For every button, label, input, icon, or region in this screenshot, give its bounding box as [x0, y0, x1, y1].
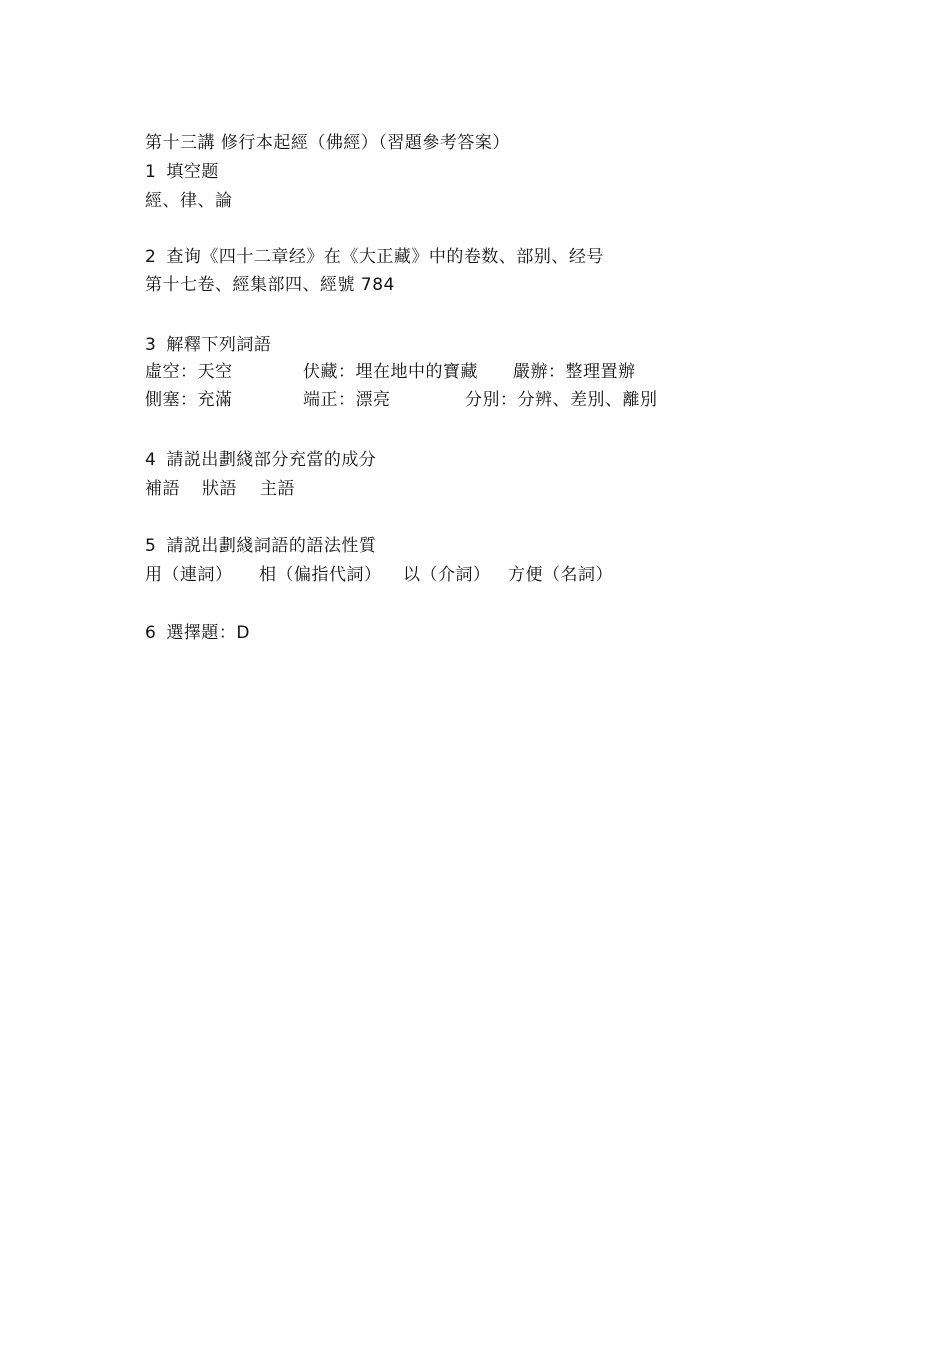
question-6: [145, 621, 250, 645]
definition-item: 伏藏：埋在地中的寶藏: [303, 362, 478, 382]
question-text: 請説出劃綫詞語的語法性質: [166, 536, 377, 556]
answer-item: 相（偏指代詞）: [259, 565, 382, 585]
answer-item: 以（介詞）: [403, 565, 491, 585]
question-5: [145, 534, 376, 558]
definition-item: 側塞：充滿: [145, 390, 233, 410]
answer-item: 用（連詞）: [145, 565, 233, 585]
question-1: [145, 160, 219, 184]
question-3: [145, 333, 271, 357]
lecture-title: 第十三講 修行本起經（佛經）（習題參考答案）: [145, 133, 510, 153]
answer-2: 第十七卷、經集部四、經號 784: [145, 275, 395, 295]
answer-item: 補語: [145, 479, 180, 499]
answer-item: 方便（名詞）: [508, 565, 613, 585]
answer-item: 主語: [260, 479, 295, 499]
question-text: 查询《四十二章经》在《大正藏》中的卷数、部别、经号: [166, 247, 604, 267]
question-text: 選擇題：D: [166, 623, 250, 643]
question-text: 解釋下列詞語: [166, 335, 272, 355]
question-text: 請説出劃綫部分充當的成分: [166, 450, 377, 470]
question-4: [145, 448, 376, 472]
question-number: 1: [145, 162, 157, 182]
question-number: 6: [145, 623, 157, 643]
definition-row: [145, 388, 845, 412]
definition-item: 分別：分辨、差別、離別: [465, 390, 658, 410]
definition-item: 嚴辦：整理置辦: [513, 362, 636, 382]
definition-item: 虛空：天空: [145, 362, 233, 382]
question-text: 填空题: [166, 162, 219, 182]
answer-5: [145, 563, 745, 587]
question-number: 5: [145, 536, 157, 556]
definition-item: 端正：漂亮: [303, 390, 391, 410]
question-2: [145, 245, 604, 269]
answer-1: 經、律、論: [145, 191, 233, 211]
answer-item: 狀語: [202, 479, 237, 499]
question-number: 2: [145, 247, 157, 267]
question-number: 4: [145, 450, 157, 470]
definition-row: [145, 360, 845, 384]
question-number: 3: [145, 335, 157, 355]
answer-4: [145, 477, 545, 501]
